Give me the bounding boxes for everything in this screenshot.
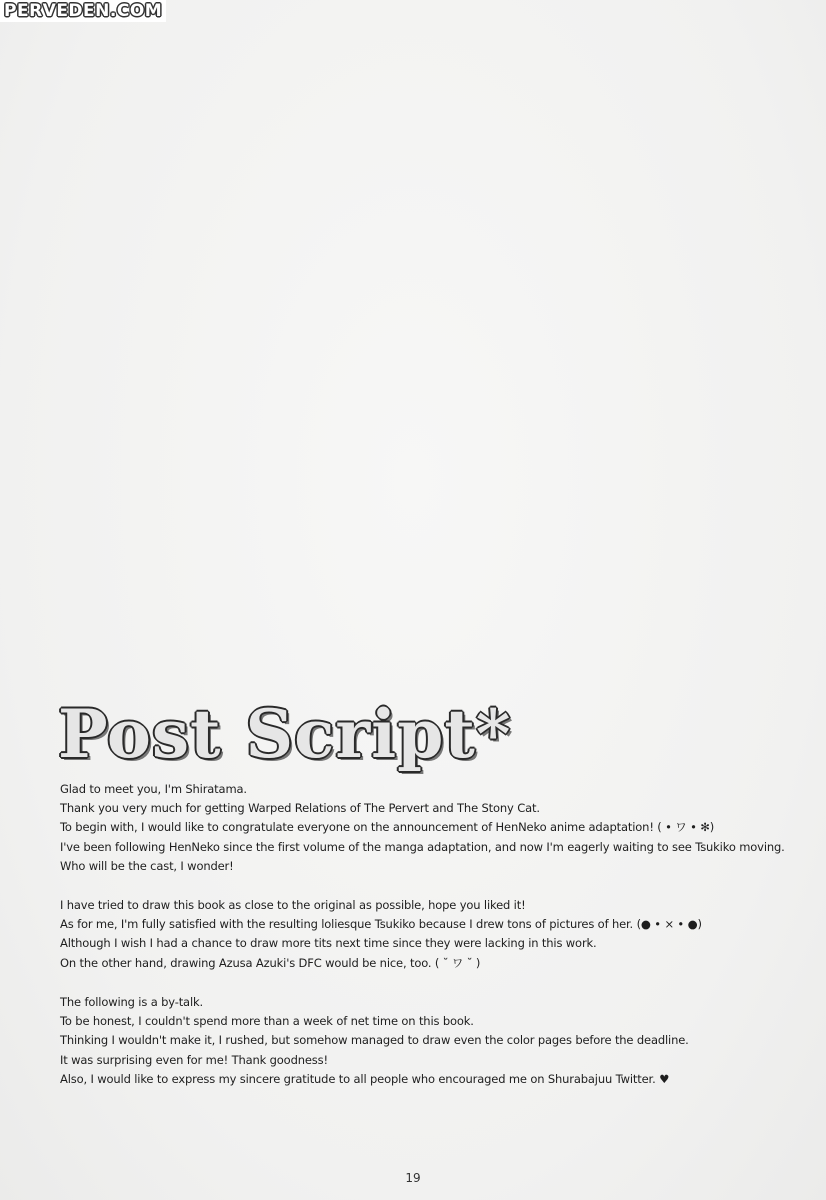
- text-line: Glad to meet you, I'm Shiratama.: [60, 782, 247, 796]
- paragraph-greeting: [60, 780, 785, 876]
- paragraph-by-talk: [60, 993, 780, 1089]
- text-line: To begin with, I would like to congratulate everyone on the announcement of HenNeko anime adaptation! ( • ワ • ✻): [60, 820, 715, 835]
- text-line: I have tried to draw this book as close to the original as possible, hope you liked it!: [60, 898, 526, 912]
- watermark-logo: PERVEDEN.COM: [0, 0, 166, 22]
- text-line: The following is a by-talk.: [60, 995, 204, 1009]
- text-line: Although I wish I had a chance to draw more tits next time since they were lacking in this work.: [60, 936, 597, 951]
- text-line: Who will be the cast, I wonder!: [60, 858, 234, 873]
- text-line: To be honest, I couldn't spend more than a week of net time on this book.: [60, 1014, 474, 1029]
- text-line: Also, I would like to express my sincere gratitude to all people who encouraged me on Shurabajuu Twitter. ♥: [60, 1071, 670, 1086]
- text-line: Thank you very much for getting Warped Relations of The Pervert and The Stony Cat.: [60, 801, 540, 816]
- paragraph-about-book: [60, 896, 780, 973]
- text-line: On the other hand, drawing Azusa Azuki's DFC would be nice, too. ( ˘ ワ ˘ ): [60, 955, 481, 970]
- text-line: It was surprising even for me! Thank goodness!: [60, 1052, 328, 1067]
- text-line: I've been following HenNeko since the first volume of the manga adaptation, and now I'm eagerly waiting to see Tsukiko moving.: [60, 839, 785, 854]
- text-line: Thinking I wouldn't make it, I rushed, but somehow managed to draw even the color pages before the deadline.: [60, 1033, 689, 1048]
- page-title: Post Script*: [58, 695, 512, 773]
- page-number: 19: [405, 1171, 421, 1185]
- text-line: As for me, I'm fully satisfied with the resulting loliesque Tsukiko because I drew tons of pictures of her. (● • × • ●): [60, 917, 702, 932]
